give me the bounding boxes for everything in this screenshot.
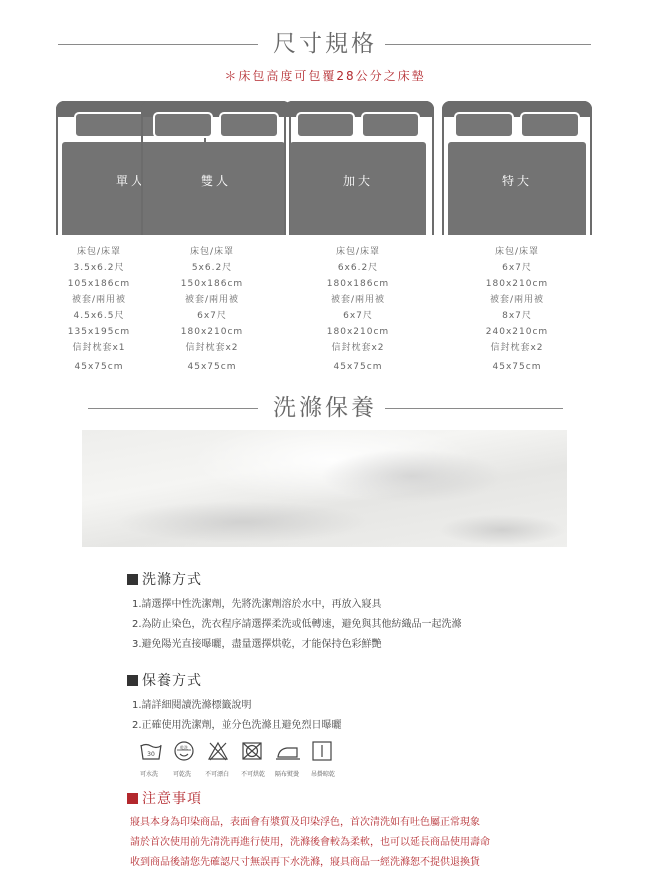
spec-row: 45x75cm [187,362,237,372]
bed-king-specs [442,244,592,375]
care-icon-label: 不可烘乾 [241,771,266,778]
maintenance-line: 2.正確使用洗潔劑，並分色洗滌且避免烈日曝曬 [132,720,342,731]
spec-row: 信封枕套x2 [185,343,239,353]
notice-line: 寢具本身為印染商品，表面會有漿質及印染浮色，首次清洗如有吐色屬正常現象 [130,817,480,828]
care-icons-row [140,740,380,780]
spec-row: 床包/床罩 [335,247,381,257]
maintenance-heading [127,670,202,690]
bed-size-label: 特大 [501,174,532,188]
spec-row: 3.5x6.2尺 [73,263,125,273]
spec-row: 180x210cm [180,327,244,337]
spec-row: 150x186cm [180,279,244,289]
spec-row: 8x7尺 [502,311,532,321]
spec-row: 床包/床罩 [494,247,540,257]
bed-king-illustration [442,101,592,235]
spec-row: 240x210cm [485,327,549,337]
iron-with-cloth-icon [275,740,301,762]
wash-heading-text: 洗滌方式 [142,572,202,588]
square-bullet-icon [127,793,138,804]
pillow-icon [520,112,580,138]
bed-height-note: ＊床包高度可包覆28公分之床墊 [224,69,426,83]
spec-row: 45x75cm [333,362,383,372]
pillow-icon [219,112,279,138]
spec-row: 被套/兩用被 [489,295,545,305]
spec-row: 180x186cm [326,279,390,289]
spec-row: 180x210cm [485,279,549,289]
wash-line: 2.為防止染色，洗衣程序請選擇柔洗或低轉速，避免與其他紡織品一起洗滌 [132,619,462,630]
spec-row: 信封枕套x2 [331,343,385,353]
hang-dry-icon [311,740,333,762]
fabric-photo [82,430,567,547]
no-bleach-icon [207,740,229,762]
wash-heading [127,569,202,589]
bed-double-specs [137,244,287,375]
spec-row: 信封枕套x1 [72,343,126,353]
notice-line: 請於首次使用前先清洗再進行使用，洗滌後會較為柔軟，也可以延長商品使用壽命 [130,837,490,848]
spec-row: 6x7尺 [197,311,227,321]
divider-line-right [385,408,563,409]
spec-row: 6x6.2尺 [337,263,379,273]
pillow-icon [361,112,420,138]
svg-text:30: 30 [147,751,155,758]
bed-size-label: 雙人 [200,174,231,188]
washable-icon [140,740,162,762]
spec-row: 5x6.2尺 [191,263,233,273]
square-bullet-icon [127,574,138,585]
spec-row: 被套/兩用被 [330,295,386,305]
spec-row: 6x7尺 [343,311,373,321]
maintenance-line: 1.請詳細閱讀洗滌標籤說明 [132,700,252,711]
spec-row: 45x75cm [492,362,542,372]
square-bullet-icon [127,675,138,686]
care-section-title: 洗滌保養 [273,395,377,421]
bed-double-illustration [141,101,291,235]
notice-line: 收到商品後請您先確認尺寸無誤再下水洗滌，寢具商品一經洗滌恕不提供退換貨 [130,857,480,868]
spec-row: 床包/床罩 [76,247,122,257]
spec-row: 105x186cm [67,279,131,289]
spec-row: 被套/兩用被 [184,295,240,305]
care-icon-label: 可水洗 [140,771,159,778]
spec-row: 信封枕套x2 [490,343,544,353]
bed-queen-illustration [284,101,432,235]
maintenance-heading-text: 保養方式 [142,673,202,689]
divider-line-right [385,44,591,45]
bed-size-label: 加大 [342,174,373,188]
pillow-icon [153,112,213,138]
size-section-header [0,29,650,59]
spec-row: 床包/床罩 [189,247,235,257]
spec-row: 135x195cm [67,327,131,337]
wash-line: 3.避免陽光直接曝曬，盡量選擇烘乾，才能保持色彩鮮艷 [132,639,382,650]
bed-queen-specs [283,244,433,375]
care-icon-label: 吊掛晾乾 [311,771,336,778]
spec-row: 被套/兩用被 [71,295,127,305]
bed-size-label: 單人 [115,174,146,188]
spec-row: 45x75cm [74,362,124,372]
care-icon-label: 不可漂白 [205,771,230,778]
wash-line: 1.請選擇中性洗潔劑，先將洗潔劑溶於水中，再放入寢具 [132,599,382,610]
svg-text:乾洗: 乾洗 [180,745,188,750]
care-section-header [0,393,650,423]
spec-row: 6x7尺 [502,263,532,273]
dry-clean-icon [173,740,195,762]
notice-heading-text: 注意事項 [142,791,202,807]
care-icon-label: 可乾洗 [173,771,192,778]
no-tumble-dry-icon [241,740,263,762]
pillow-icon [454,112,514,138]
pillow-icon [296,112,355,138]
care-icon-label: 隔布熨燙 [275,771,300,778]
notice-heading [127,788,202,808]
spec-row: 180x210cm [326,327,390,337]
spec-row: 4.5x6.5尺 [73,311,125,321]
size-section-title: 尺寸規格 [273,31,377,57]
